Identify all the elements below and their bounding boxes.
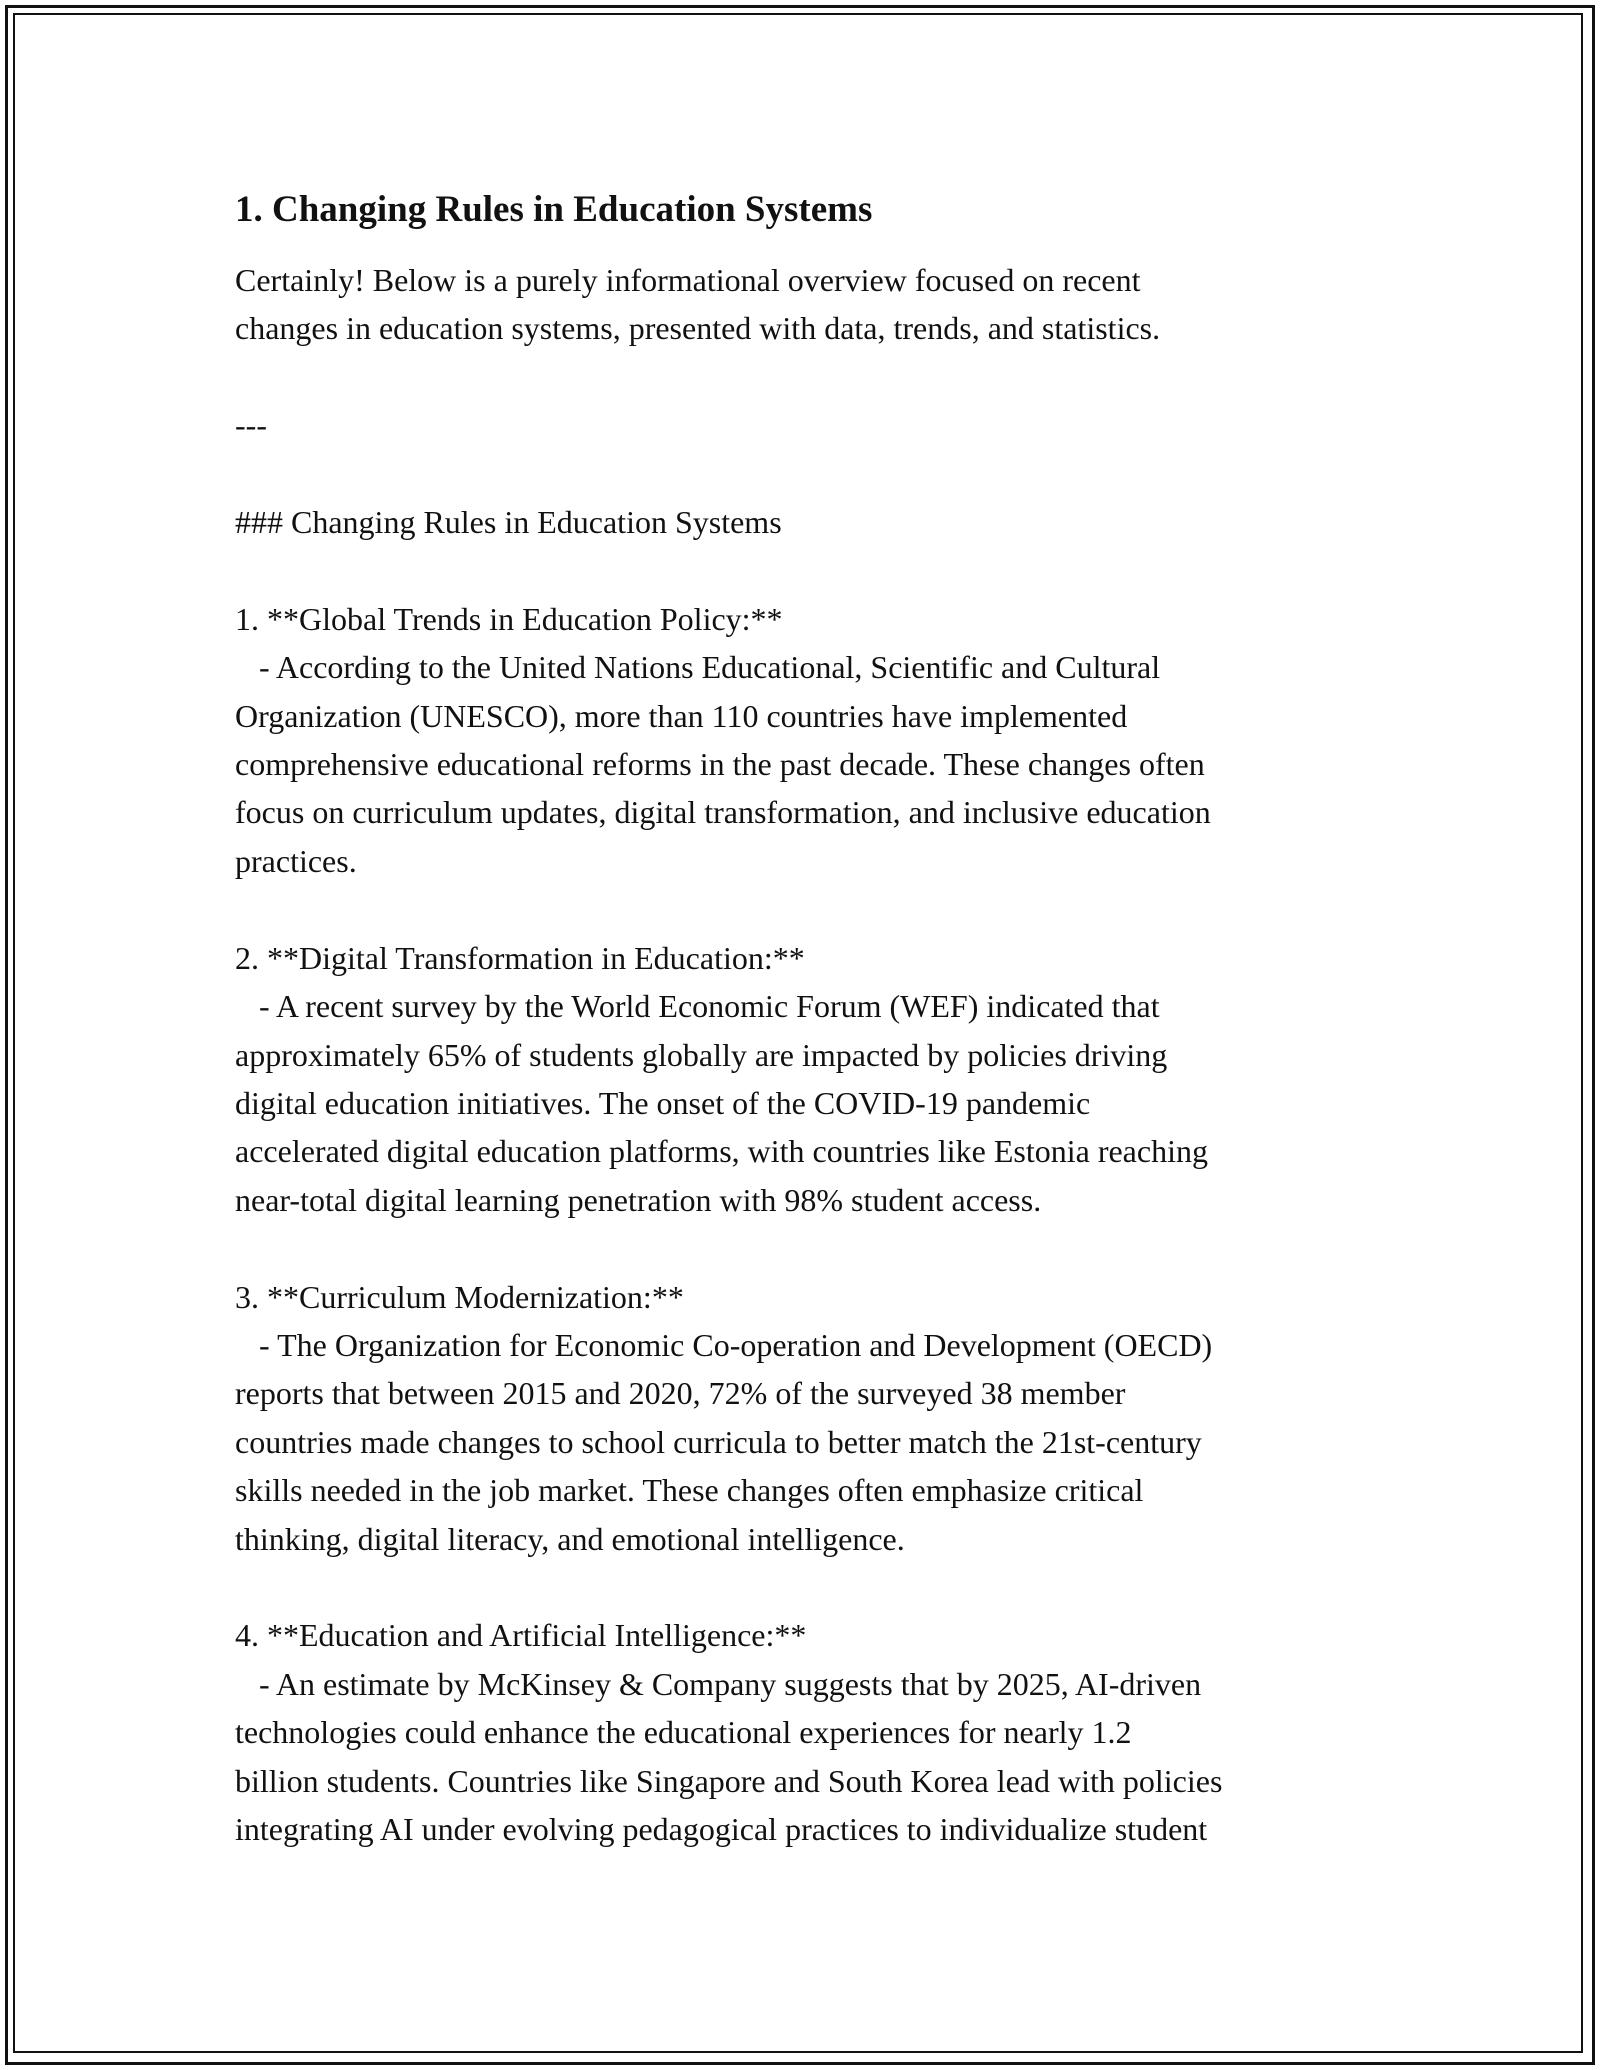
document-heading: 1. Changing Rules in Education Systems bbox=[235, 189, 873, 230]
document-body: Certainly! Below is a purely informational overview focused on recent changes in education systems, presented with data, trends, and statistics. --- ### Changing Rules in Education Systems 1. **Global Trends in Education Policy:** - According to the United Nations Educational, Scientific and Cultural Organization (UNESCO), more than 110 countries have implemented comprehensive educational reforms in the past decade. These changes often focus on curriculum updates, digital transformation, and inclusive education practices. 2. **Digital Transformation in Education:** - A recent survey by the World Economic Forum (WEF) indicated that approximately 65% of students globally are impacted by policies driving digital education initiatives. The onset of the COVID-19 pandemic accelerated digital education platforms, with countries like Estonia reaching near-total digital learning penetration with 98% student access. 3. **Curriculum Modernization:** - The Organization for Economic Co-operation and Development (OECD) reports that between 2015 and 2020, 72% of the surveyed 38 member countries made changes to school curricula to better match the 21st-century skills needed in the job market. These changes often emphasize critical thinking, digital literacy, and emotional intelligence. 4. **Education and Artificial Intelligence:** - An estimate by McKinsey & Company suggests that by 2025, AI-driven technologies could enhance the educational experiences for nearly 1.2 billion students. Countries like Singapore and South Korea lead with policies integrating AI under evolving pedagogical practices to individualize student bbox=[235, 262, 1223, 1847]
document-content bbox=[235, 186, 1385, 1853]
